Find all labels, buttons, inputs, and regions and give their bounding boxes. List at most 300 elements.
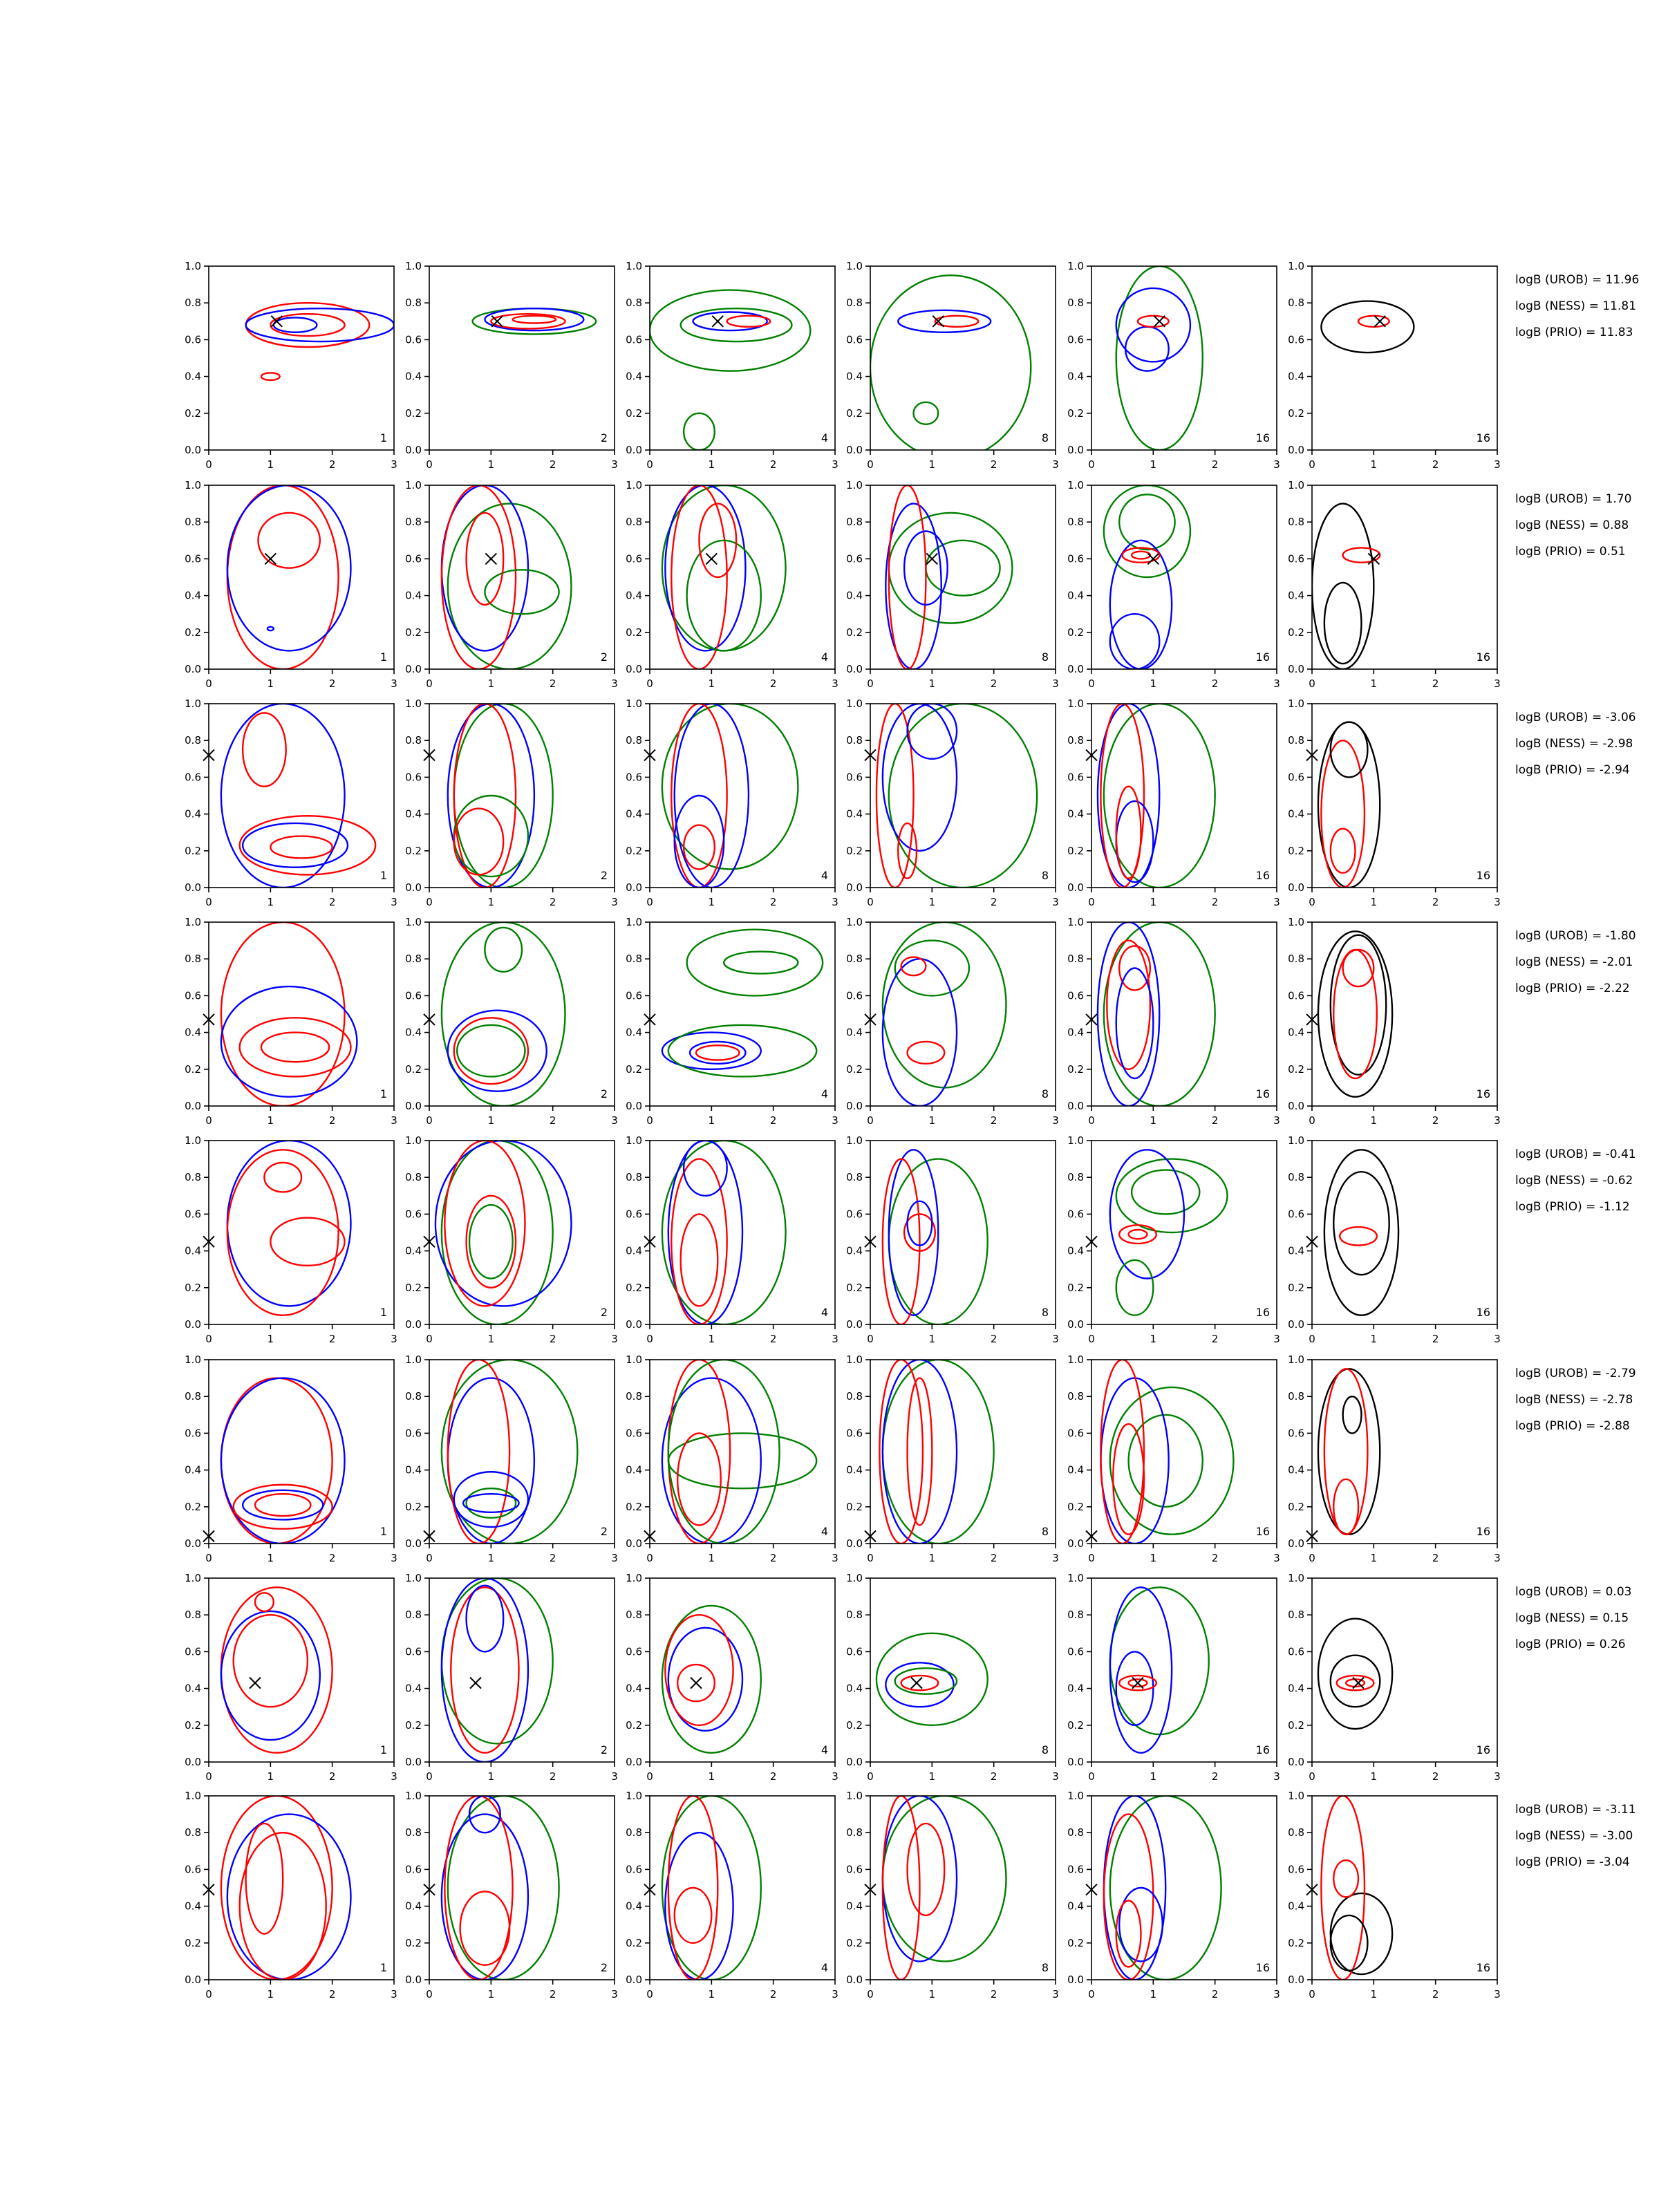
panel-label: 4	[821, 431, 828, 444]
contour-line-red	[240, 1018, 351, 1076]
y-tick-label: 0.2	[405, 1281, 422, 1294]
y-tick-label: 0.8	[626, 1171, 642, 1184]
panel-label: 2	[600, 1306, 608, 1319]
y-tick-label: 0.6	[185, 771, 201, 784]
y-tick-label: 0.8	[405, 734, 422, 747]
y-tick-label: 0.2	[1067, 626, 1084, 639]
y-tick-label: 1.0	[846, 1134, 863, 1147]
y-tick-label: 0.8	[626, 297, 642, 310]
y-tick-label: 0.0	[1288, 1100, 1304, 1112]
x-tick-label: 2	[328, 1770, 336, 1783]
x-tick-label: 2	[990, 1552, 997, 1564]
y-tick-label: 1.0	[405, 1790, 422, 1802]
x-tick-label: 2	[549, 1552, 556, 1564]
y-tick-label: 0.8	[626, 953, 642, 966]
x-tick-label: 0	[1309, 677, 1315, 690]
panel-r3-c3	[626, 697, 838, 908]
x-tick-label: 1	[708, 1770, 715, 1783]
panel-r2-c1	[185, 479, 397, 690]
panel-r7-c2	[405, 1572, 618, 1783]
y-tick-label: 0.2	[1288, 1500, 1304, 1513]
axes-frame	[209, 485, 394, 669]
y-tick-label: 0.6	[405, 1208, 422, 1221]
x-tick-label: 1	[1150, 1333, 1157, 1345]
panel-label: 16	[1476, 650, 1490, 664]
contour-line-red	[1333, 1860, 1358, 1897]
y-tick-label: 0.4	[405, 1682, 422, 1695]
panel-r2-c5	[1067, 479, 1280, 690]
contour-line-blue	[883, 959, 957, 1106]
panel-r5-c6	[1288, 1134, 1501, 1345]
x-tick-label: 2	[549, 1770, 556, 1783]
contour-line-red	[240, 1833, 326, 1980]
x-tick-label: 1	[487, 1552, 495, 1564]
y-tick-label: 0.0	[626, 1974, 642, 1986]
x-tick-label: 3	[611, 1988, 618, 2000]
contour-line-red	[513, 316, 556, 324]
x-tick-label: 0	[1309, 1770, 1315, 1783]
x-tick-label: 0	[1088, 677, 1095, 690]
logb-annotation: logB (NESS) = -2.01	[1515, 955, 1633, 969]
y-tick-label: 0.8	[1067, 297, 1084, 310]
x-tick-label: 0	[1088, 458, 1095, 471]
panel-label: 8	[1041, 1087, 1049, 1100]
y-tick-label: 0.6	[1288, 989, 1304, 1002]
contour-line-red	[261, 373, 280, 380]
panel-r2-c2	[405, 479, 618, 690]
y-tick-label: 0.4	[626, 589, 642, 602]
contour-line-black	[1312, 504, 1374, 669]
y-tick-label: 0.6	[1288, 552, 1304, 565]
panel-label: 8	[1041, 431, 1049, 444]
y-tick-label: 0.0	[405, 663, 422, 675]
x-tick-label: 3	[611, 1333, 618, 1345]
logb-annotations	[1515, 711, 1636, 777]
y-tick-label: 0.2	[846, 626, 863, 639]
contour-line-red	[1100, 704, 1144, 888]
y-tick-label: 0.6	[1067, 1208, 1084, 1221]
contour-line-green	[457, 1025, 525, 1076]
y-tick-label: 0.4	[846, 1900, 863, 1913]
x-tick-label: 2	[769, 1114, 777, 1127]
logb-annotation: logB (PRIO) = -1.12	[1515, 1200, 1630, 1214]
y-tick-label: 0.6	[626, 1208, 642, 1221]
contour-group	[883, 1796, 1006, 1980]
y-tick-label: 0.2	[626, 844, 642, 857]
y-tick-label: 0.8	[846, 1826, 863, 1839]
y-tick-label: 0.8	[846, 297, 863, 310]
panel-label: 1	[379, 650, 387, 664]
axes-frame	[209, 1141, 394, 1324]
contour-line-red	[898, 823, 917, 879]
y-tick-label: 0.6	[846, 1863, 863, 1876]
x-tick-label: 0	[426, 458, 433, 471]
x-tick-label: 3	[1273, 1333, 1280, 1345]
panel-r7-c5	[1067, 1572, 1280, 1783]
y-tick-label: 0.4	[626, 807, 642, 821]
contour-line-blue	[1110, 614, 1159, 669]
contour-group	[442, 922, 565, 1106]
y-tick-label: 0.6	[405, 333, 422, 346]
y-tick-label: 0.0	[1067, 1974, 1084, 1986]
x-tick-label: 1	[1150, 1114, 1157, 1127]
y-tick-label: 0.4	[1067, 1463, 1084, 1477]
axes-frame	[429, 485, 615, 669]
panel-label: 1	[379, 869, 387, 882]
logb-annotation: logB (UROB) = 0.03	[1515, 1585, 1632, 1599]
panel-r6-c2	[405, 1353, 618, 1564]
y-tick-label: 1.0	[626, 479, 642, 491]
contour-group	[227, 485, 351, 669]
y-tick-label: 0.6	[185, 1427, 201, 1440]
y-tick-label: 1.0	[1288, 1353, 1304, 1366]
y-tick-label: 0.4	[846, 1463, 863, 1477]
y-tick-label: 0.2	[1067, 1062, 1084, 1076]
panel-label: 4	[821, 1306, 828, 1319]
y-tick-label: 0.0	[1288, 881, 1304, 894]
x-tick-label: 3	[1494, 1114, 1501, 1127]
logb-annotation: logB (PRIO) = -2.94	[1515, 763, 1630, 777]
y-tick-label: 0.0	[626, 1318, 642, 1331]
y-tick-label: 1.0	[405, 1134, 422, 1147]
contour-line-red	[727, 316, 771, 327]
x-tick-label: 0	[426, 896, 433, 908]
x-tick-label: 1	[267, 1333, 274, 1345]
x-tick-label: 1	[487, 1333, 495, 1345]
y-tick-label: 1.0	[846, 260, 863, 272]
truth-marker	[911, 1678, 922, 1689]
contour-line-red	[908, 1042, 945, 1064]
truth-marker	[706, 553, 717, 564]
x-tick-label: 2	[549, 677, 556, 690]
y-tick-label: 0.0	[405, 444, 422, 456]
y-tick-label: 0.4	[846, 370, 863, 383]
y-tick-label: 1.0	[626, 1134, 642, 1147]
contour-line-green	[687, 930, 823, 996]
x-tick-label: 1	[708, 1988, 715, 2000]
contour-line-red	[677, 1433, 721, 1525]
axes-frame	[1312, 485, 1497, 669]
panel-r8-c5	[1067, 1790, 1280, 2000]
contour-line-blue	[883, 1360, 957, 1544]
y-tick-label: 0.6	[1067, 1427, 1084, 1440]
y-tick-label: 0.0	[846, 881, 863, 894]
contour-group	[1318, 931, 1392, 1096]
contour-group	[442, 1360, 578, 1544]
y-tick-label: 0.0	[626, 1756, 642, 1768]
x-tick-label: 0	[1309, 1552, 1315, 1564]
x-tick-label: 1	[708, 1114, 715, 1127]
x-tick-label: 1	[1150, 1988, 1157, 2000]
contour-line-green	[662, 1796, 761, 1980]
logb-annotation: logB (UROB) = 11.96	[1515, 273, 1640, 287]
logb-annotations	[1515, 1803, 1636, 1869]
contour-line-red	[227, 1150, 339, 1315]
axes-frame	[650, 704, 835, 888]
x-tick-label: 0	[1309, 458, 1315, 471]
contour-line-red	[681, 1214, 718, 1306]
y-tick-label: 1.0	[626, 1353, 642, 1366]
y-tick-label: 0.8	[1288, 1390, 1304, 1403]
contour-line-green	[454, 796, 528, 877]
y-tick-label: 0.2	[185, 626, 201, 639]
y-tick-label: 0.8	[1067, 1171, 1084, 1184]
contour-line-red	[258, 513, 319, 568]
x-tick-label: 2	[549, 1114, 556, 1127]
panel-r5-c5	[1067, 1134, 1280, 1345]
contour-line-red	[901, 1676, 939, 1690]
y-tick-label: 0.6	[405, 1645, 422, 1658]
y-tick-label: 0.6	[846, 1645, 863, 1658]
y-tick-label: 0.4	[1288, 1026, 1304, 1039]
y-tick-label: 0.0	[1288, 1756, 1304, 1768]
x-tick-label: 2	[1432, 1988, 1439, 2000]
panel-label: 8	[1041, 1306, 1049, 1319]
y-tick-label: 0.0	[846, 1100, 863, 1112]
x-tick-label: 3	[832, 1114, 838, 1127]
contour-group	[1100, 1360, 1233, 1544]
y-tick-label: 0.4	[626, 1682, 642, 1695]
contour-line-black	[1318, 1619, 1392, 1730]
panel-r6-c1	[185, 1353, 397, 1564]
axes-frame	[870, 266, 1056, 450]
contour-line-red	[1337, 1676, 1374, 1690]
x-tick-label: 1	[267, 677, 274, 690]
contour-line-blue	[448, 1378, 534, 1544]
y-tick-label: 0.2	[185, 1500, 201, 1513]
contour-line-green	[668, 1360, 780, 1544]
x-tick-label: 3	[611, 896, 618, 908]
y-tick-label: 0.4	[1067, 1244, 1084, 1257]
y-tick-label: 0.8	[626, 1826, 642, 1839]
contour-line-blue	[268, 627, 274, 630]
y-tick-label: 0.8	[185, 1171, 201, 1184]
y-tick-label: 0.2	[1288, 406, 1304, 420]
panel-label: 4	[821, 1961, 828, 1974]
truth-marker	[1154, 316, 1165, 327]
x-tick-label: 1	[1150, 1770, 1157, 1783]
contour-line-red	[671, 1159, 727, 1324]
y-tick-label: 1.0	[185, 1572, 201, 1584]
y-tick-label: 0.4	[185, 1244, 201, 1257]
x-tick-label: 0	[1309, 1114, 1315, 1127]
contour-line-red	[1100, 1360, 1144, 1544]
y-tick-label: 0.6	[1067, 989, 1084, 1002]
y-tick-label: 0.6	[626, 771, 642, 784]
y-tick-label: 0.6	[626, 1863, 642, 1876]
y-tick-label: 0.2	[846, 1281, 863, 1294]
truth-marker	[712, 316, 723, 327]
contour-line-blue	[221, 986, 357, 1097]
y-tick-label: 0.4	[1067, 1026, 1084, 1039]
logb-annotation: logB (UROB) = -1.80	[1515, 929, 1636, 943]
y-tick-label: 0.4	[846, 1244, 863, 1257]
x-tick-label: 1	[267, 1770, 274, 1783]
y-tick-label: 0.4	[185, 807, 201, 821]
panel-r3-c4	[846, 697, 1059, 908]
x-tick-label: 3	[1052, 1770, 1059, 1783]
contour-group	[448, 704, 553, 888]
contour-line-green	[926, 541, 1000, 596]
panel-r6-c4	[846, 1353, 1059, 1564]
x-tick-label: 3	[611, 1114, 618, 1127]
panel-label: 4	[821, 869, 828, 882]
axes-frame	[870, 485, 1056, 669]
contour-group	[1104, 485, 1190, 669]
contour-line-blue	[442, 1578, 528, 1762]
x-tick-label: 1	[928, 1552, 936, 1564]
contour-line-red	[234, 1485, 332, 1529]
x-tick-label: 0	[1309, 1988, 1315, 2000]
contour-line-red	[1119, 1225, 1156, 1244]
y-tick-label: 0.8	[1288, 734, 1304, 747]
x-tick-label: 3	[1273, 1552, 1280, 1564]
x-tick-label: 1	[708, 896, 715, 908]
x-tick-label: 3	[1494, 1988, 1501, 2000]
panel-r4-c1	[185, 916, 397, 1127]
contour-line-red	[1129, 1230, 1147, 1239]
y-tick-label: 0.4	[1288, 1463, 1304, 1477]
contour-line-red	[675, 1888, 712, 1943]
y-tick-label: 0.8	[1288, 1609, 1304, 1622]
y-tick-label: 1.0	[405, 1353, 422, 1366]
x-tick-label: 2	[328, 1988, 336, 2000]
x-tick-label: 0	[205, 1114, 212, 1127]
panel-r3-c1	[185, 697, 397, 908]
contour-line-green	[687, 541, 761, 651]
contour-line-blue	[467, 1586, 504, 1652]
panel-r5-c1	[185, 1134, 397, 1345]
axes-frame	[1312, 1141, 1497, 1324]
y-tick-label: 0.4	[185, 1900, 201, 1913]
x-tick-label: 2	[328, 1114, 336, 1127]
x-tick-label: 2	[549, 458, 556, 471]
axes-frame	[209, 922, 394, 1106]
contour-group	[1321, 301, 1414, 353]
y-tick-label: 0.8	[1067, 953, 1084, 966]
y-tick-label: 0.8	[626, 516, 642, 529]
y-tick-label: 1.0	[1067, 260, 1084, 272]
x-tick-label: 0	[867, 1552, 874, 1564]
y-tick-label: 1.0	[1067, 1353, 1084, 1366]
y-tick-label: 0.4	[405, 1463, 422, 1477]
contour-line-red	[270, 1218, 344, 1266]
x-tick-label: 1	[1370, 1988, 1378, 2000]
x-tick-label: 0	[426, 1114, 433, 1127]
y-tick-label: 0.6	[626, 1645, 642, 1658]
x-tick-label: 2	[1432, 677, 1439, 690]
y-tick-label: 0.0	[626, 1537, 642, 1550]
y-tick-label: 1.0	[1067, 916, 1084, 928]
y-tick-label: 0.2	[1288, 1281, 1304, 1294]
panel-r1-c3	[626, 260, 838, 471]
contour-group	[1116, 266, 1203, 450]
y-tick-label: 0.2	[405, 1500, 422, 1513]
contour-line-red	[684, 825, 715, 870]
x-tick-label: 3	[1494, 1770, 1501, 1783]
contour-line-black	[1324, 1150, 1398, 1315]
y-tick-label: 0.2	[1067, 1500, 1084, 1513]
contour-line-blue	[246, 308, 394, 341]
y-tick-label: 0.0	[405, 1756, 422, 1768]
axes-frame	[650, 266, 835, 450]
x-tick-label: 1	[1370, 1114, 1378, 1127]
y-tick-label: 0.4	[405, 1026, 422, 1039]
x-tick-label: 1	[928, 896, 936, 908]
y-tick-label: 0.8	[405, 297, 422, 310]
y-tick-label: 0.6	[626, 989, 642, 1002]
logb-annotation: logB (PRIO) = -3.04	[1515, 1855, 1630, 1869]
x-tick-label: 2	[549, 896, 556, 908]
axes-frame	[1312, 922, 1497, 1106]
y-tick-label: 0.4	[1288, 1900, 1304, 1913]
y-tick-label: 0.8	[626, 1609, 642, 1622]
contour-line-red	[883, 1796, 920, 1980]
logb-annotations	[1515, 1147, 1636, 1214]
panel-r7-c3	[626, 1572, 838, 1783]
logb-annotation: logB (NESS) = 0.15	[1515, 1611, 1629, 1625]
y-tick-label: 0.8	[185, 1390, 201, 1403]
x-tick-label: 0	[867, 458, 874, 471]
y-tick-label: 0.2	[1067, 1936, 1084, 1949]
logb-annotations	[1515, 273, 1639, 339]
panel-label: 16	[1255, 1743, 1270, 1756]
y-tick-label: 0.8	[846, 516, 863, 529]
contour-line-blue	[675, 796, 724, 888]
y-tick-label: 1.0	[1288, 1572, 1304, 1584]
y-tick-label: 0.0	[405, 1974, 422, 1986]
y-tick-label: 0.4	[1067, 1682, 1084, 1695]
panel-r4-c6	[1288, 916, 1501, 1127]
y-tick-label: 0.6	[1067, 552, 1084, 565]
x-tick-label: 2	[769, 1770, 777, 1783]
y-tick-label: 0.0	[405, 1318, 422, 1331]
contour-line-blue	[448, 1011, 547, 1091]
x-tick-label: 1	[928, 458, 936, 471]
contour-group	[1321, 1796, 1392, 1980]
x-tick-label: 2	[1432, 1114, 1439, 1127]
y-tick-label: 0.6	[405, 771, 422, 784]
contour-line-red	[243, 713, 286, 786]
contour-line-blue	[463, 1494, 518, 1512]
contour-group	[877, 704, 1037, 888]
y-tick-label: 0.2	[1288, 1936, 1304, 1949]
x-tick-label: 2	[990, 1114, 997, 1127]
contour-line-red	[221, 1796, 332, 1980]
axes-frame	[1312, 1578, 1497, 1762]
contour-line-black	[1324, 583, 1362, 664]
contour-group	[877, 1633, 988, 1725]
contour-group	[1098, 704, 1215, 888]
contour-group	[227, 1141, 351, 1315]
panel-label: 16	[1476, 1087, 1490, 1100]
y-tick-label: 0.8	[405, 516, 422, 529]
y-tick-label: 0.6	[405, 989, 422, 1002]
y-tick-label: 0.0	[185, 881, 201, 894]
panel-label: 1	[379, 1743, 387, 1756]
x-tick-label: 3	[1273, 1988, 1280, 2000]
x-tick-label: 1	[928, 1333, 936, 1345]
axes-frame	[429, 1796, 615, 1980]
panel-r8-c6	[1288, 1790, 1501, 2000]
y-tick-label: 0.0	[1067, 1756, 1084, 1768]
axes-frame	[429, 266, 615, 450]
y-tick-label: 0.4	[405, 1244, 422, 1257]
contour-line-blue	[1116, 288, 1190, 362]
x-tick-label: 1	[928, 1114, 936, 1127]
x-tick-label: 0	[646, 458, 653, 471]
x-tick-label: 3	[1494, 1333, 1501, 1345]
